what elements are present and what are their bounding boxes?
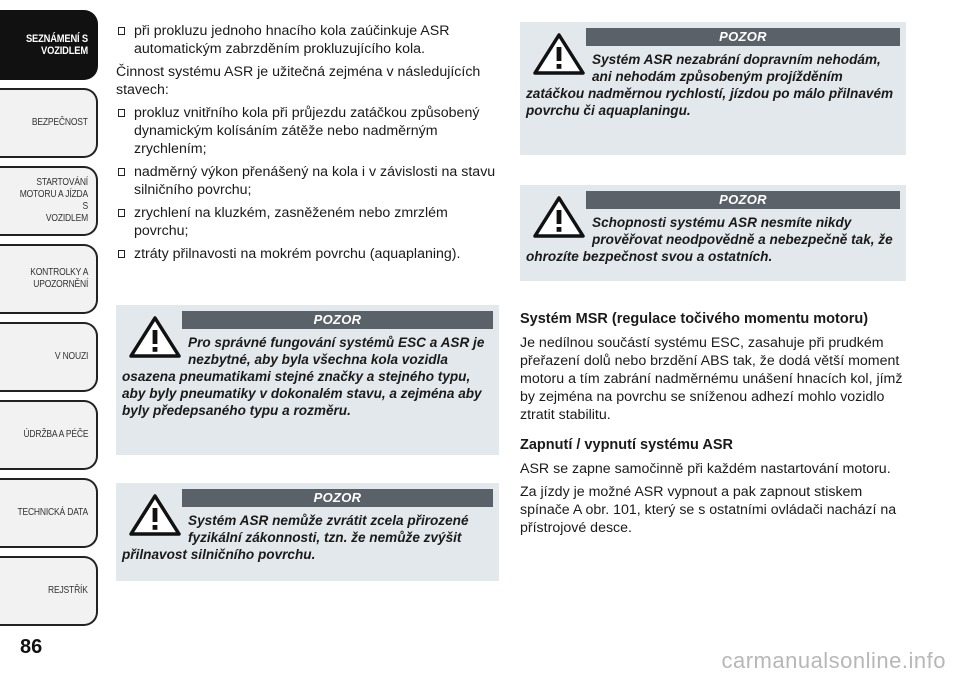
asr-toggle-paragraph: Za jízdy je možné ASR vypnout a pak zapnout stiskem spínače A obr. 101, který se s ostatními ovládači nachází na přístrojové desce. <box>520 484 897 536</box>
tab-label: REJSTŘÍK <box>48 585 88 596</box>
warning-text: Pro správné fungování systémů ESC a ASR je nezbytné, aby byla všechna kola vozidla osazena pneumatikami stejné značky a stejného typu, aby byly pneumatiky v dokonalém stavu, a zejména aby byly předepsaného typu a rozměru. <box>122 335 485 418</box>
msr-paragraph: Je nedílnou součástí systému ESC, zasahuje při prudkém přeřazení dolů nebo brzdění ABS tak, že dodá větší moment motoru a tím zabrání nadměrnému unášení hnacích kol, jímž by zejména na povrchu se sníženou adhezí mohlo vozidlo ztratit stabilitu. <box>520 335 903 423</box>
tab-label: BEZPEČNOST <box>32 117 88 128</box>
chapter-sidebar <box>0 0 100 640</box>
warning-box <box>116 305 499 455</box>
intro-paragraph: Činnost systému ASR je užitečná zejména v následujících stavech: <box>116 64 481 98</box>
warning-box <box>520 185 906 281</box>
warning-title: POZOR <box>586 191 900 209</box>
asr-toggle-heading: Zapnutí / vypnutí systému ASR <box>520 437 733 453</box>
list-item: prokluz vnitřního kola při průjezdu zatáčkou způsobený dynamickým kolísáním zátěže nebo nadměrným zrychlením; <box>116 104 500 158</box>
tab-rejstrik[interactable] <box>0 556 98 626</box>
right-text-column <box>520 310 906 542</box>
list-item: při prokluzu jednoho hnacího kola zaúčinkuje ASR automatickým zabrzděním prokluzujícího kola. <box>116 22 500 58</box>
list-item: nadměrný výkon přenášený na kola i v závislosti na stavu silničního povrchu; <box>116 163 500 199</box>
warning-title: POZOR <box>182 311 493 329</box>
warning-text: Systém ASR nezabrání dopravním nehodám, ani nehodám způsobeným projížděním zatáčkou nadměrnou rychlostí, jízdou po málo přilnavém povrchu či aquaplaningu. <box>526 52 894 118</box>
tab-label: V NOUZI <box>54 351 88 362</box>
watermark: carmanualsonline.info <box>721 648 946 673</box>
warning-box <box>116 483 499 581</box>
tab-label: ÚDRŽBA A PÉČE <box>23 429 88 440</box>
tab-seznameni-s-vozidlem[interactable] <box>0 10 98 80</box>
tab-label: SEZNÁMENÍ S VOZIDLEM <box>25 33 88 57</box>
list-item: zrychlení na kluzkém, zasněženém nebo zmrzlém povrchu; <box>116 204 500 240</box>
page-number: 86 <box>20 636 43 658</box>
warning-text: Systém ASR nemůže zvrátit zcela přirozené fyzikální zákonnosti, tzn. že nemůže zvýšit přilnavost silničního povrchu. <box>122 513 469 562</box>
warning-triangle-icon <box>532 195 586 239</box>
tab-v-nouzi[interactable] <box>0 322 98 392</box>
warning-box <box>520 22 906 155</box>
list-item: ztráty přilnavosti na mokrém povrchu (aquaplaning). <box>116 245 500 263</box>
asr-toggle-paragraph: ASR se zapne samočinně při každém nastartování motoru. <box>520 461 891 477</box>
tab-label: KONTROLKY A UPOZORNĚNÍ <box>30 267 88 290</box>
warning-title: POZOR <box>182 489 493 507</box>
warning-title: POZOR <box>586 28 900 46</box>
tab-startovani[interactable] <box>0 166 98 236</box>
warning-triangle-icon <box>128 315 182 359</box>
warning-triangle-icon <box>532 32 586 76</box>
tab-kontrolky[interactable] <box>0 244 98 314</box>
tab-bezpecnost[interactable] <box>0 88 98 158</box>
tab-udrzba-a-pece[interactable] <box>0 400 98 470</box>
warning-text: Schopnosti systému ASR nesmíte nikdy prověřovat neodpovědně a nebezpečně tak, že ohrozíte bezpečnost svou a ostatních. <box>526 215 893 264</box>
tab-label: STARTOVÁNÍ MOTORU A JÍZDA S VOZIDLEM <box>19 177 88 224</box>
tab-label: TECHNICKÁ DATA <box>17 507 88 518</box>
tab-technicka-data[interactable] <box>0 478 98 548</box>
msr-heading: Systém MSR (regulace točivého momentu motoru) <box>520 311 869 327</box>
warning-triangle-icon <box>128 493 182 537</box>
left-column <box>116 22 500 268</box>
